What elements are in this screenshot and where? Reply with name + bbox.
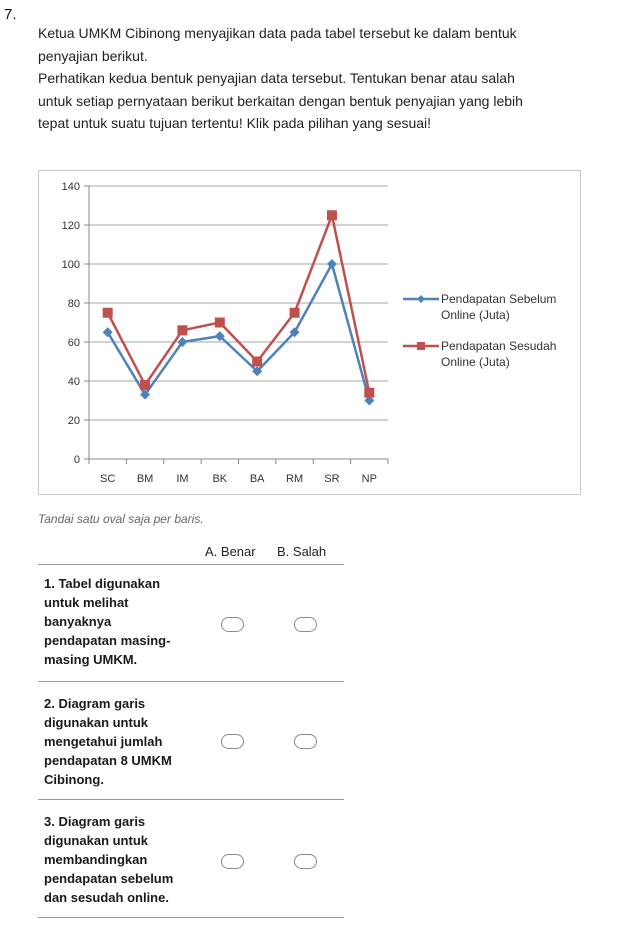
- legend-label: Pendapatan Sesudah: [441, 339, 557, 353]
- row-label-line: 3. Diagram garis: [44, 814, 146, 829]
- x-tick-label: BK: [212, 473, 228, 485]
- question-text: [38, 22, 608, 135]
- row-label-line: untuk melihat: [44, 595, 129, 610]
- row-label-line: banyaknya: [44, 614, 112, 629]
- intro-line: Perhatikan kedua bentuk penyajian data tersebut. Tentukan benar atau salah: [38, 70, 515, 86]
- data-point: [140, 380, 150, 390]
- line-chart: [38, 170, 581, 495]
- data-point: [252, 357, 262, 367]
- grid-row-label: [44, 812, 184, 907]
- row-3-benar-radio[interactable]: [221, 854, 244, 869]
- grid-divider: [38, 917, 344, 918]
- row-label-line: pendapatan masing-: [44, 633, 171, 648]
- row-label-line: Cibinong.: [44, 772, 104, 787]
- y-tick-label: 40: [67, 376, 80, 388]
- grid-row-label: [44, 574, 184, 669]
- grid-divider: [38, 564, 344, 565]
- data-point: [290, 308, 300, 318]
- grid-row-label: [44, 694, 184, 789]
- data-point: [215, 318, 225, 328]
- y-tick-label: 0: [73, 454, 80, 466]
- x-tick-label: BM: [136, 473, 154, 485]
- y-tick-label: 100: [61, 259, 80, 271]
- question-number: 7.: [4, 6, 17, 23]
- column-header-salah: B. Salah: [277, 544, 327, 559]
- intro-line: penyajian berikut.: [38, 47, 148, 64]
- intro-line: tepat untuk suatu tujuan tertentu! Klik pada pilihan yang sesuai!: [38, 115, 432, 131]
- x-tick-label: IM: [176, 473, 189, 485]
- legend-label: Online (Juta): [441, 355, 510, 369]
- y-tick-label: 80: [67, 298, 80, 310]
- series-line: [108, 215, 370, 392]
- row-label-line: digunakan untuk: [44, 715, 148, 730]
- x-tick-label: SR: [324, 473, 340, 485]
- grid-divider: [38, 681, 344, 682]
- row-2-benar-radio[interactable]: [221, 734, 244, 749]
- row-2-salah-radio[interactable]: [294, 734, 317, 749]
- intro-line: Ketua UMKM Cibinong menyajikan data pada tabel tersebut ke dalam bentuk: [38, 25, 517, 41]
- legend-marker: [417, 342, 425, 350]
- grid-divider: [38, 799, 344, 800]
- row-label-line: masing UMKM.: [44, 652, 138, 667]
- legend-label: Pendapatan Sebelum: [441, 292, 557, 306]
- x-tick-label: BA: [249, 473, 265, 485]
- y-tick-label: 60: [67, 337, 80, 349]
- row-label-line: membandingkan: [44, 852, 148, 867]
- legend-label: Online (Juta): [441, 308, 510, 322]
- row-1-benar-radio[interactable]: [221, 617, 244, 632]
- row-label-line: pendapatan sebelum: [44, 871, 174, 886]
- data-point: [177, 325, 187, 335]
- y-tick-label: 20: [67, 415, 80, 427]
- data-point: [327, 210, 337, 220]
- y-tick-label: 140: [61, 181, 80, 193]
- row-label-line: 2. Diagram garis: [44, 696, 146, 711]
- row-label-line: 1. Tabel digunakan: [44, 576, 161, 591]
- row-label-line: mengetahui jumlah: [44, 734, 163, 749]
- x-tick-label: SC: [100, 473, 116, 485]
- chart-svg: [39, 171, 580, 494]
- row-1-salah-radio[interactable]: [294, 617, 317, 632]
- x-tick-label: RM: [286, 473, 304, 485]
- row-label-line: dan sesudah online.: [44, 890, 169, 905]
- y-tick-label: 120: [61, 220, 80, 232]
- row-label-line: pendapatan 8 UMKM: [44, 753, 172, 768]
- data-point: [103, 308, 113, 318]
- x-tick-label: NP: [361, 473, 377, 485]
- column-header-benar: A. Benar: [205, 544, 256, 559]
- data-point: [364, 388, 374, 398]
- instruction-text: Tandai satu oval saja per baris.: [38, 512, 204, 526]
- row-3-salah-radio[interactable]: [294, 854, 317, 869]
- legend-marker: [417, 295, 425, 303]
- row-label-line: digunakan untuk: [44, 833, 148, 848]
- data-point: [327, 259, 337, 269]
- intro-line: untuk setiap pernyataan berikut berkaitan dengan bentuk penyajian yang lebih: [38, 92, 523, 109]
